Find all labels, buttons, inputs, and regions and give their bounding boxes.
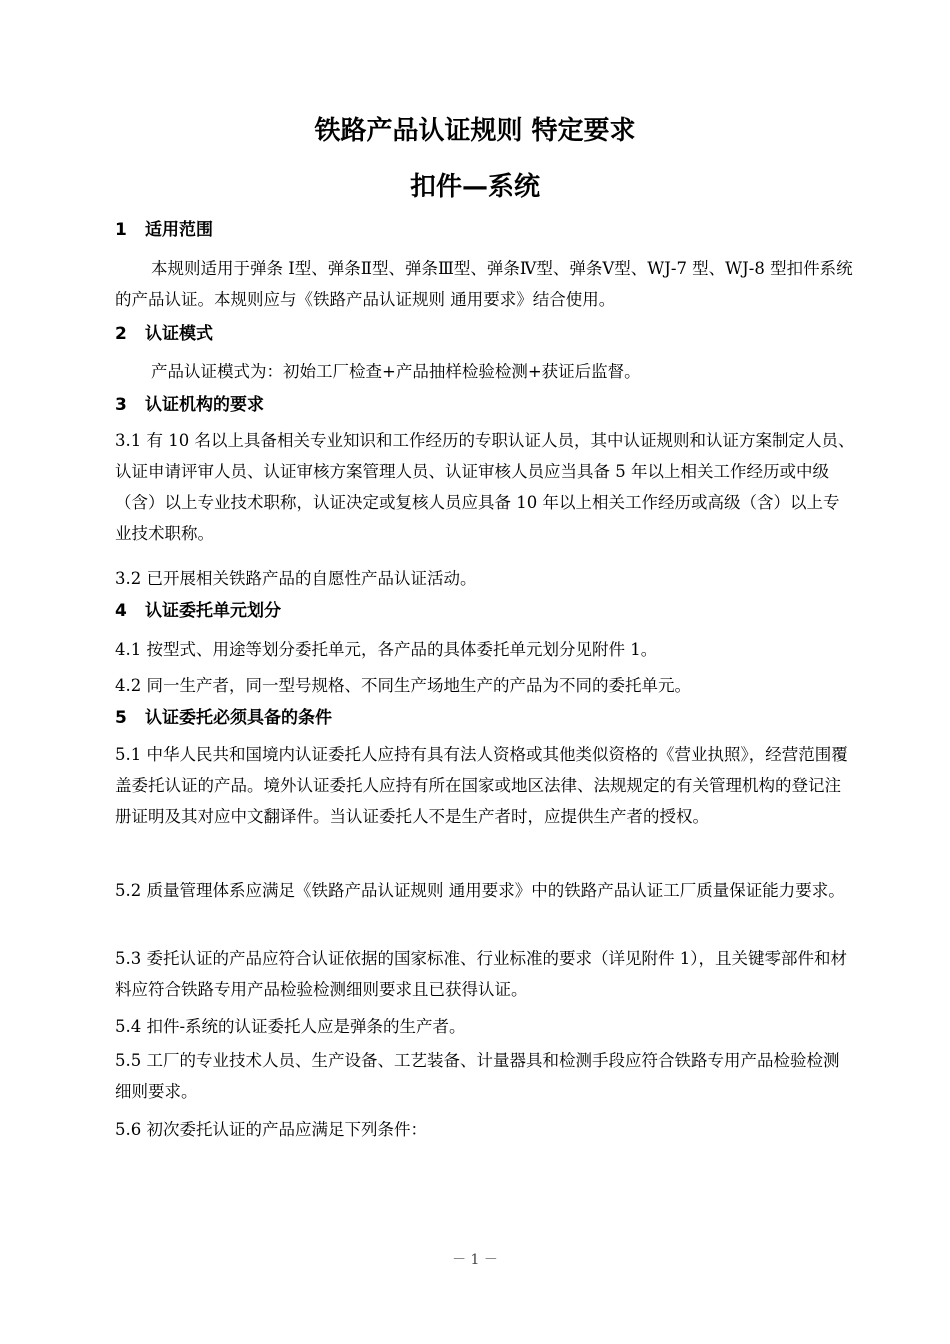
section-heading-3 — [115, 393, 264, 417]
section-title: 适用范围 — [145, 220, 213, 240]
paragraph-4-2: 4.2 同一生产者，同一型号规格、不同生产场地生产的产品为不同的委托单元。 — [115, 676, 691, 695]
paragraph-3-1: 3.1 有 10 名以上具备相关专业知识和工作经历的专职认证人员，其中认证规则和认证方案制定人员、认证申请评审人员、认证审核方案管理人员、认证审核人员应当具备 5 年以上相关工作经历或中级（含）以上专业技术职称，认证决定或复核人员应具备 10 年以上相关工作经历或高级（含）以上专业技术职称。 — [115, 431, 855, 543]
paragraph-3-2: 3.2 已开展相关铁路产品的自愿性产品认证活动。 — [115, 569, 477, 588]
section-number: 2 — [115, 324, 127, 344]
paragraph-5-3: 5.3 委托认证的产品应符合认证依据的国家标准、行业标准的要求（详见附件 1），且关键零部件和材料应符合铁路专用产品检验检测细则要求且已获得认证。 — [115, 949, 847, 999]
section-title: 认证机构的要求 — [145, 395, 264, 415]
section-number: 3 — [115, 395, 127, 415]
section-title: 认证委托单元划分 — [145, 601, 281, 621]
section-number: 4 — [115, 601, 127, 621]
page-number: － 1 － — [452, 1252, 498, 1268]
paragraph-5-6: 5.6 初次委托认证的产品应满足下列条件： — [115, 1120, 427, 1139]
paragraph-5-2: 5.2 质量管理体系应满足《铁路产品认证规则 通用要求》中的铁路产品认证工厂质量保证能力要求。 — [115, 881, 845, 900]
paragraph-5-4: 5.4 扣件-系统的认证委托人应是弹条的生产者。 — [115, 1017, 466, 1036]
section-title: 认证模式 — [145, 324, 213, 344]
section-heading-2 — [115, 322, 213, 346]
paragraph-2-1: 产品认证模式为：初始工厂检查+产品抽样检验检测+获证后监督。 — [151, 362, 641, 381]
section-heading-1 — [115, 218, 213, 242]
section-title: 认证委托必须具备的条件 — [145, 708, 332, 728]
section-heading-4 — [115, 599, 281, 623]
section-heading-5 — [115, 706, 332, 730]
section-number: 1 — [115, 220, 127, 240]
document-title: 铁路产品认证规则 特定要求 — [314, 116, 636, 146]
paragraph-5-5: 5.5 工厂的专业技术人员、生产设备、工艺装备、计量器具和检测手段应符合铁路专用产品检验检测细则要求。 — [115, 1051, 840, 1101]
paragraph-5-1: 5.1 中华人民共和国境内认证委托人应持有具有法人资格或其他类似资格的《营业执照》，经营范围覆盖委托认证的产品。境外认证委托人应持有所在国家或地区法律、法规规定的有关管理机构的登记注册证明及其对应中文翻译件。当认证委托人不是生产者时，应提供生产者的授权。 — [115, 745, 848, 826]
paragraph-4-1: 4.1 按型式、用途等划分委托单元，各产品的具体委托单元划分见附件 1。 — [115, 640, 658, 659]
document-subtitle: 扣件—系统 — [409, 172, 540, 202]
paragraph-1-1: 本规则适用于弹条 Ⅰ型、弹条Ⅱ型、弹条Ⅲ型、弹条Ⅳ型、弹条Ⅴ型、WJ-7 型、WJ-8 型扣件系统的产品认证。本规则应与《铁路产品认证规则 通用要求》结合使用。 — [115, 259, 853, 309]
section-number: 5 — [115, 708, 127, 728]
